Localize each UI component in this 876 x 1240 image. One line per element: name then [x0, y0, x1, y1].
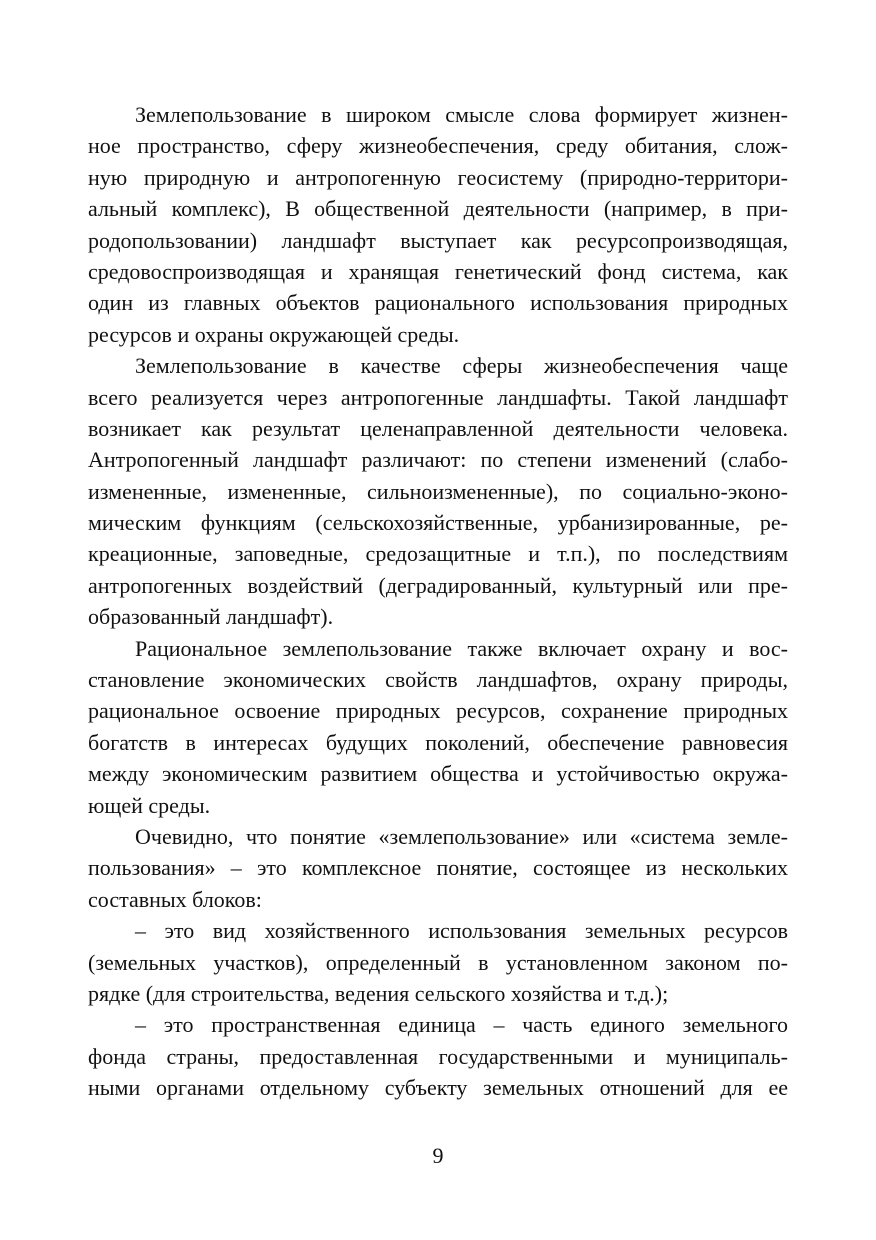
text-line: антропогенных воздействий (деградированный, культурный или пре- [88, 572, 788, 598]
text-line: богатств в интересах будущих поколений, обеспечение равновесия [88, 729, 788, 755]
page-number: 9 [432, 1143, 444, 1168]
list-item-2 [88, 1009, 788, 1103]
text-line: становление экономических свойств ландшафтов, охрану природы, [88, 667, 788, 693]
text-line: креационные, заповедные, средозащитные и т.п.), по последствиям [88, 541, 788, 567]
text-line: – это пространственная единица – часть единого земельного [135, 1012, 788, 1038]
text-line: ную природную и антропогенную геосистему (природно-территори- [88, 164, 788, 190]
text-line: Землепользование в широком смысле слова формирует жизнен- [135, 102, 788, 127]
page-body [88, 99, 788, 1104]
text-line: (земельных участков), определенный в установленном законом по- [88, 949, 788, 975]
paragraph-3 [88, 633, 788, 821]
text-line: пользования» – это комплексное понятие, состоящее из нескольких [88, 855, 788, 881]
text-line: составных блоков: [88, 886, 262, 912]
text-line: измененные, измененные, сильноизмененные), по социально-эконо- [88, 478, 788, 504]
text-line: родопользовании) ландшафт выступает как ресурсопроизводящая, [88, 227, 788, 253]
text-line: фонда страны, предоставленная государственными и муниципаль- [88, 1043, 788, 1069]
text-line: ресурсов и охраны окружающей среды. [88, 321, 460, 347]
paragraph-1 [88, 99, 788, 350]
text-line: Очевидно, что понятие «землепользование» или «система земле- [135, 823, 788, 849]
text-line: рациональное освоение природных ресурсов, сохранение природных [88, 698, 788, 724]
text-line: ными органами отдельному субъекту земельных отношений для ее [88, 1075, 788, 1101]
text-line: возникает как результат целенаправленной деятельности человека. [88, 415, 788, 441]
text-line: средовоспроизводящая и хранящая генетический фонд система, как [88, 258, 788, 284]
paragraph-2 [88, 350, 788, 633]
text-line: рядке (для строительства, ведения сельского хозяйства и т.д.); [88, 980, 669, 1006]
text-line: всего реализуется через антропогенные ландшафты. Такой ландшафт [88, 384, 788, 410]
text-line: Землепользование в качестве сферы жизнеобеспечения чаще [135, 353, 788, 379]
text-line: – это вид хозяйственного использования земельных ресурсов [135, 918, 788, 944]
text-line: между экономическим развитием общества и устойчивостью окружа- [88, 761, 788, 787]
text-line: образованный ландшафт). [88, 604, 334, 630]
text-line: Антропогенный ландшафт различают: по степени изменений (слабо- [88, 447, 788, 473]
text-line: мическим функциям (сельскохозяйственные, урбанизированные, ре- [88, 510, 788, 536]
text-line: один из главных объектов рационального использования природных [88, 290, 788, 316]
text-line: ное пространство, сферу жизнеобеспечения, среду обитания, слож- [88, 133, 788, 159]
text-line: ющей среды. [88, 792, 211, 818]
text-line: Рациональное землепользование также включает охрану и вос- [135, 635, 788, 661]
list-item-1 [88, 915, 788, 1009]
paragraph-4 [88, 821, 788, 915]
text-line: альный комплекс), В общественной деятельности (например, в при- [88, 196, 788, 222]
